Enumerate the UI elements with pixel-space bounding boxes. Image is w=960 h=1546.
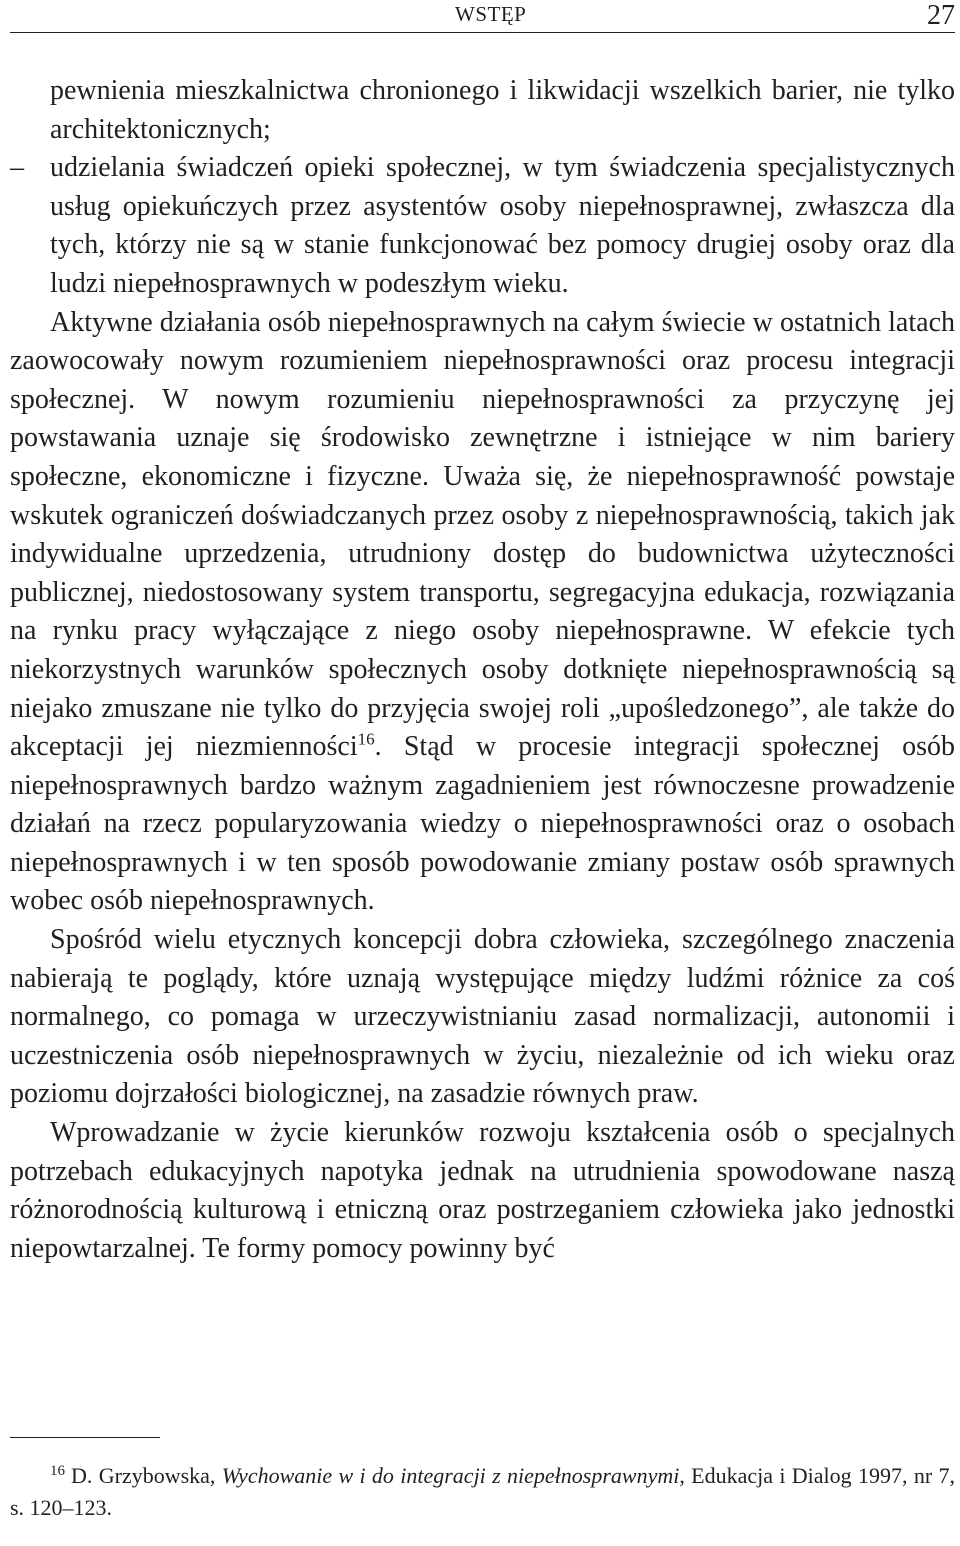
- footnote-title: Wychowanie w i do integracji z niepełnosprawnymi: [221, 1463, 680, 1488]
- paragraph-3: Wprowadzanie w życie kierunków rozwoju kształcenia osób o specjalnych potrzebach edukacyjnych napotyka jednak na utrudnienia spowodowane naszą różnorodnością kulturową i etniczną oraz postrzeganiem człowieka jako jednostki niepowtarzalnej. Te formy pomocy powinny być: [10, 1117, 955, 1264]
- list-item: [10, 149, 955, 303]
- page-header: [10, 0, 955, 33]
- footnote-source: , Edukacja i Dialog 1997, nr 7, s. 120–123.: [10, 1463, 955, 1520]
- page-number: 27: [927, 0, 955, 31]
- paragraph-1-text-b: . Stąd w procesie integracji społecznej osób niepełnosprawnych bardzo ważnym zagadnieniem jest równoczesne prowadzenie działań na rzecz popularyzowania wiedzy o niepełnosprawności oraz o osobach niepełnosprawnych i w ten sposób powodowanie zmiany postaw osób sprawnych wobec osób niepełnosprawnych.: [10, 731, 955, 917]
- paragraph-1-text-a: Aktywne działania osób niepełnosprawnych na całym świecie w ostatnich latach zaowocowały nowym rozumieniem niepełnosprawności oraz procesu integracji społecznej. W nowym rozumieniu niepełnosprawności za przyczynę jej powstawania uznaje się środowisko zewnętrzne i istniejące w nim bariery społeczne, ekonomiczne i fizyczne. Uważa się, że niepełnosprawność powstaje wskutek ograniczeń doświadczanych przez osoby z niepełnosprawnością, takich jak indywidualne uprzedzenia, utrudniony dostęp do budownictwa użyteczności publicznej, niedostosowany system transportu, segregacyjna edukacja, rozwiązania na rynku pracy wyłączające z niego osoby niepełnosprawne. W efekcie tych niekorzystnych warunków społecznych osoby dotknięte niepełnosprawnością są niejako zmuszane nie tylko do przyjęcia swojej roli „upośledzonego”, ale także do akceptacji jej niezmienności: [10, 306, 955, 763]
- paragraph-1: [10, 304, 955, 922]
- footnote-number: 16: [50, 1462, 65, 1479]
- footnote-rule: [10, 1437, 160, 1438]
- footnote-reference[interactable]: 16: [357, 729, 375, 749]
- paragraph-2: Spośród wielu etycznych koncepcji dobra człowieka, szczególnego znaczenia nabierają te poglądy, które uznają występujące między ludźmi różnice za coś normalnego, co pomaga w urzeczywistnianiu zasad normalizacji, autonomii i uczestniczenia osób niepełnosprawnych w życiu, niezależnie od ich wieku oraz poziomu dojrzałości biologicznej, na zasadzie równych praw.: [10, 924, 955, 1110]
- running-head: WSTĘP: [455, 2, 527, 26]
- footnote-author: D. Grzybowska,: [71, 1463, 222, 1488]
- footnote: [10, 1460, 955, 1524]
- list-item-continuation: pewnienia mieszkalnictwa chronionego i likwidacji wszelkich barier, nie tylko architektonicznych;: [50, 75, 955, 145]
- list-dash: –: [10, 152, 24, 184]
- list-item-text: udzielania świadczeń opieki społecznej, w tym świadczenia specjalistycznych usług opiekuńczych przez asystentów osoby niepełnosprawnej, zwłaszcza dla tych, którzy nie są w stanie funkcjonować bez pomocy drugiej osoby oraz dla ludzi niepełnosprawnych w podeszłym wieku.: [50, 152, 955, 299]
- main-text: [10, 72, 955, 1268]
- footnotes: [10, 1437, 955, 1546]
